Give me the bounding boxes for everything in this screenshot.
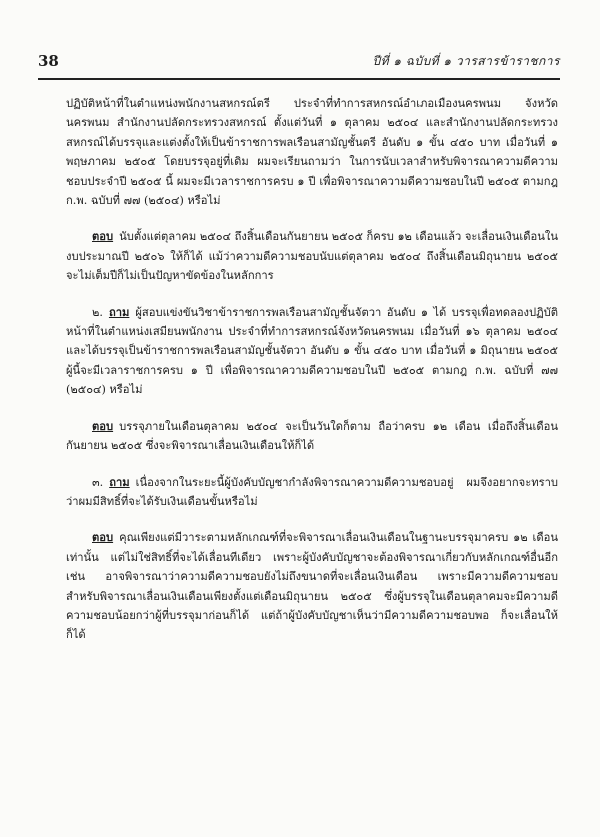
question-3 — [66, 473, 558, 512]
document-body — [66, 94, 558, 645]
question-label: ถาม — [109, 474, 130, 489]
answer-text: บรรจุภายในเดือนตุลาคม ๒๕๐๔ จะเป็นวันใดก็ตาม ถือว่าครบ ๑๒ เดือน เมื่อถึงสิ้นเดือนกันยายน ๒๕๐๕ ซึ่งจะพิจารณาเลื่อนเงินเดือนให้ก็ได้ — [66, 419, 558, 453]
answer-text: คุณเพียงแต่มีวาระตามหลักเกณฑ์ที่จะพิจารณาเลื่อนเงินเดือนในฐานะบรรจุมาครบ ๑๒ เดือนเท่านั้น แต่ไม่ใช่สิทธิ์ที่จะได้เลื่อนทีเดียว เพราะผู้บังคับบัญชาจะต้องพิจารณาเกี่ยวกับหลักเกณฑ์อื่นอีก เช่น อาจพิจารณาว่าความดีความชอบยังไม่ถึงขนาดที่จะเลื่อนเงินเดือน เพราะมีความดีความชอบสำหรับพิจารณาเลื่อนเงินเดือนเพียงตั้งแต่เดือนมิถุนายน ๒๕๐๕ ซึ่งผู้บรรจุในเดือนตุลาคมจะมีความดีความชอบน้อยกว่าผู้ที่บรรจุมาก่อนก็ได้ แต่ถ้าผู้บังคับบัญชาเห็นว่ามีความดีความชอบพอ ก็จะเลื่อนให้ก็ได้ — [66, 531, 558, 642]
answer-label: ตอบ — [92, 418, 114, 433]
page-number: 38 — [38, 52, 59, 70]
answer-1 — [66, 227, 558, 285]
continued-question: ปฏิบัติหน้าที่ในตำแหน่งพนักงานสหกรณ์ตรี ประจำที่ทำการสหกรณ์อำเภอเมืองนครพนม จังหวัดนครพนม สำนักงานปลัดกระทรวงสหกรณ์ ตั้งแต่วันที่ ๑ ตุลาคม ๒๕๐๔ และสำนักงานปลัดกระทรวงสหกรณ์ได้บรรจุและแต่งตั้งให้เป็นข้าราชการพลเรือนสามัญชั้นตรี อันดับ ๑ ขั้น ๔๕๐ บาท เมื่อวันที่ ๑ พฤษภาคม ๒๕๐๕ โดยบรรจุอยู่ที่เดิม ผมจะเรียนถามว่า ในการนับเวลาสำหรับพิจารณาความดีความชอบประจำปี ๒๕๐๕ นี้ ผมจะมีเวลาราชการครบ ๑ ปี เพื่อพิจารณาความดีความชอบในปี ๒๕๐๕ ตามกฎ ก.พ. ฉบับที่ ๗๗ (๒๕๐๔) หรือไม่ — [66, 97, 558, 208]
question-text: เนื่องจากในระยะนี้ผู้บังคับบัญชากำลังพิจารณาความดีความชอบอยู่ ผมจึงอยากจะทราบว่าผมมีสิทธิ์ที่จะได้รับเงินเดือนขั้นหรือไม่ — [66, 475, 558, 508]
answer-label: ตอบ — [92, 229, 114, 244]
answer-label: ตอบ — [92, 530, 114, 545]
question-number: ๒. — [92, 305, 103, 319]
page-header — [38, 50, 560, 76]
question-2 — [66, 303, 558, 400]
answer-text: นับตั้งแต่ตุลาคม ๒๕๐๔ ถึงสิ้นเดือนกันยายน ๒๕๐๕ ก็ครบ ๑๒ เดือนแล้ว จะเลื่อนเงินเดือนในงบประมาณปี ๒๕๐๖ ให้ก็ได้ แม้ว่าความดีความชอบนับแต่ตุลาคม ๒๕๐๔ ถึงสิ้นเดือนมิถุนายน ๒๕๐๕ จะไม่เต็มปีก็ไม่เป็นปัญหาขัดข้องในหลักการ — [66, 230, 558, 283]
question-label: ถาม — [108, 304, 130, 319]
question-text: ผู้สอบแข่งขันวิชาข้าราชการพลเรือนสามัญชั้นจัตวา อันดับ ๑ ได้ บรรจุเพื่อทดลองปฏิบัติหน้าที่ในตำแหน่งเสมียนพนักงาน ประจำที่ทำการสหกรณ์จังหวัดนครพนม เมื่อวันที่ ๑๖ ตุลาคม ๒๕๐๔ และได้บรรจุเป็นข้าราชการพลเรือนสามัญชั้นจัตวา อันดับ ๑ ขั้น ๔๕๐ บาท เมื่อวันที่ ๑ มิถุนายน ๒๕๐๕ ผู้นี้จะมีเวลาราชการครบ ๑ ปี เพื่อพิจารณาความดีความชอบในปี ๒๕๐๕ ตามกฎ ก.พ. ฉบับที่ ๗๗ (๒๕๐๔) หรือไม่ — [66, 305, 558, 397]
question-number: ๓. — [92, 475, 104, 489]
answer-3 — [66, 528, 558, 644]
running-head: ปีที่ ๑ ฉบับที่ ๑ วารสารข้าราชการ — [372, 54, 560, 68]
answer-2 — [66, 417, 558, 456]
header-rule — [38, 78, 560, 80]
